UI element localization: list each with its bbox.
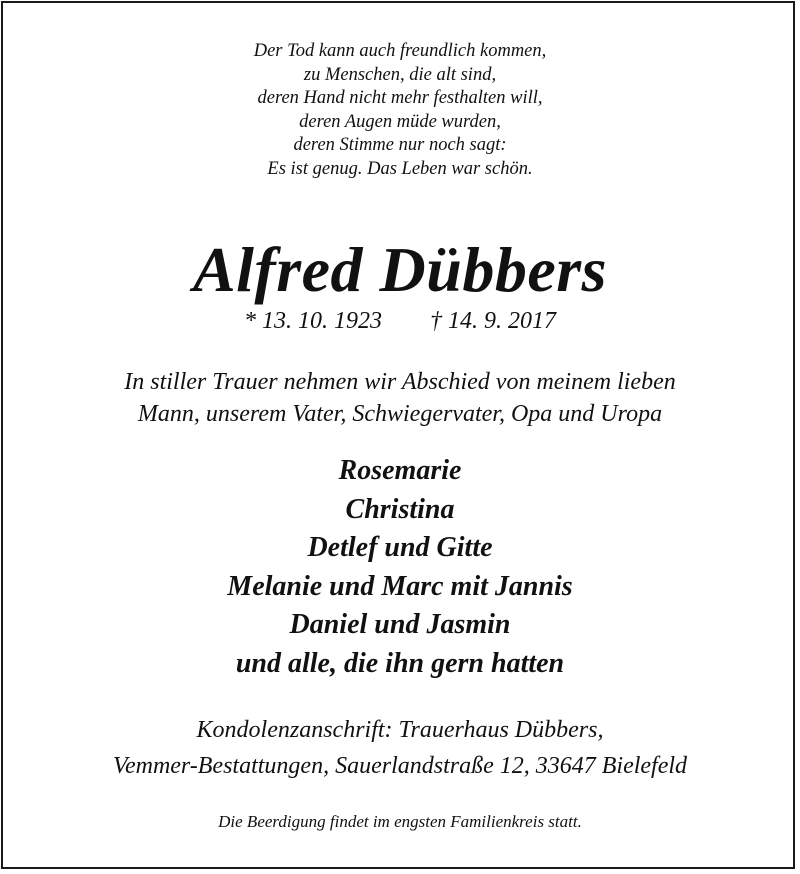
intro-line: In stiller Trauer nehmen wir Abschied von meinem lieben xyxy=(124,369,676,395)
mourner-entry: Detlef und Gitte xyxy=(307,532,493,563)
poem-line: Es ist genug. Das Leben war schön. xyxy=(267,158,533,179)
deceased-name: Alfred Dübbers xyxy=(192,234,608,305)
address-line: Kondolenzanschrift: Trauerhaus Dübbers, xyxy=(196,717,604,743)
intro-line: Mann, unserem Vater, Schwiegervater, Opa und Uropa xyxy=(137,401,663,427)
poem-line: Der Tod kann auch freundlich kommen, xyxy=(253,41,547,61)
poem-line: zu Menschen, die alt sind, xyxy=(303,64,497,85)
mourner-entry: Melanie und Marc mit Jannis xyxy=(227,570,573,602)
birth-date: * 13. 10. 1923 xyxy=(244,308,382,334)
mourners-list xyxy=(0,452,800,683)
address-line: Vemmer-Bestattungen, Sauerlandstraße 12, 33647 Bielefeld xyxy=(112,753,688,779)
mourner-entry: und alle, die ihn gern hatten xyxy=(235,647,565,679)
mourner-entry: Daniel und Jasmin xyxy=(289,609,511,640)
life-dates xyxy=(0,306,800,336)
condolence-address xyxy=(0,712,800,784)
intro-text xyxy=(0,366,800,430)
poem-block xyxy=(0,40,800,181)
poem-line: deren Augen müde wurden, xyxy=(299,111,501,132)
poem-line: deren Stimme nur noch sagt: xyxy=(293,135,507,155)
death-date: † 14. 9. 2017 xyxy=(430,308,556,334)
poem-line: deren Hand nicht mehr festhalten will, xyxy=(257,88,543,108)
mourner-entry: Rosemarie xyxy=(338,455,462,486)
funeral-note: Die Beerdigung findet im engsten Familienkreis statt. xyxy=(218,812,582,831)
mourner-entry: Christina xyxy=(345,493,455,525)
